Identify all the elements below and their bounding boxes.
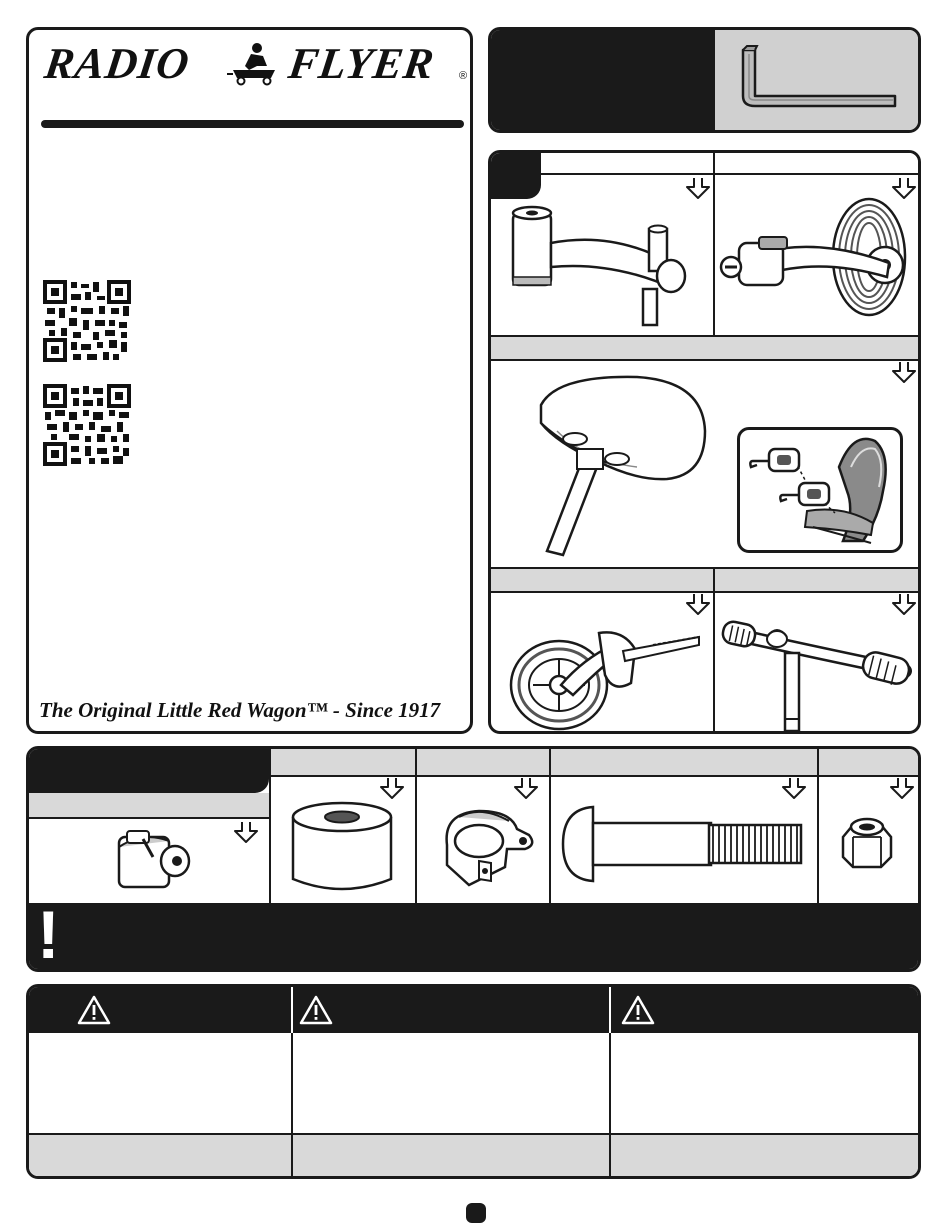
parts-header-strip [491, 153, 918, 175]
tagline: The Original Little Red Wagon™ - Since 1917 [39, 698, 441, 722]
down-arrow-icon [685, 593, 711, 615]
down-arrow-icon [379, 777, 405, 799]
hardware-panel [26, 746, 921, 972]
logo-right-text: FLYER [285, 39, 438, 88]
registered-mark: ® [459, 70, 468, 82]
handlebar-header-strip [715, 569, 918, 593]
qr-code-icon[interactable] [43, 384, 131, 466]
down-arrow-icon [889, 777, 915, 799]
tool-panel [488, 27, 921, 133]
lock-nut-icon [837, 815, 897, 871]
rear-wheel-icon [503, 623, 703, 733]
exclamation-icon: ! [37, 897, 60, 972]
title-rule [41, 120, 464, 128]
logo-left-text: RADIO [41, 39, 193, 88]
hardware-label-strip [29, 793, 269, 819]
down-arrow-icon [233, 821, 259, 843]
down-arrow-icon [891, 177, 917, 199]
warning-header-bar [29, 987, 918, 1033]
handlebar-icon [719, 619, 915, 734]
notice-bar [29, 897, 918, 972]
qr-code-icon[interactable] [43, 280, 131, 362]
hardware-header-strip [269, 749, 918, 777]
down-arrow-icon [891, 361, 917, 383]
clamp-icon [113, 827, 193, 891]
bolt-icon [559, 801, 809, 887]
frame-part-icon [503, 201, 703, 331]
warning-triangle-icon [77, 995, 111, 1025]
spacer-icon [287, 799, 397, 895]
logo [41, 34, 466, 94]
down-arrow-icon [891, 593, 917, 615]
seat-header-strip [491, 337, 918, 361]
hardware-panel-tab [29, 749, 269, 793]
hex-key-icon [735, 42, 905, 118]
parts-panel-tab [491, 153, 541, 199]
front-wheel-fork-icon [719, 197, 915, 327]
down-arrow-icon [513, 777, 539, 799]
down-arrow-icon [781, 777, 807, 799]
tool-panel-header [491, 30, 715, 130]
warning-footer-strip [29, 1133, 918, 1176]
brand-panel [26, 27, 473, 734]
wheel-header-strip [491, 569, 713, 593]
down-arrow-icon [685, 177, 711, 199]
seat-clamp-detail-icon [743, 431, 897, 549]
parts-panel [488, 150, 921, 734]
page-number-badge [466, 1203, 486, 1223]
warning-triangle-icon [621, 995, 655, 1025]
seat-icon [527, 371, 717, 559]
wagon-rider-icon [227, 40, 281, 86]
seat-clamp-icon [429, 805, 539, 895]
warning-panel [26, 984, 921, 1179]
warning-triangle-icon [299, 995, 333, 1025]
